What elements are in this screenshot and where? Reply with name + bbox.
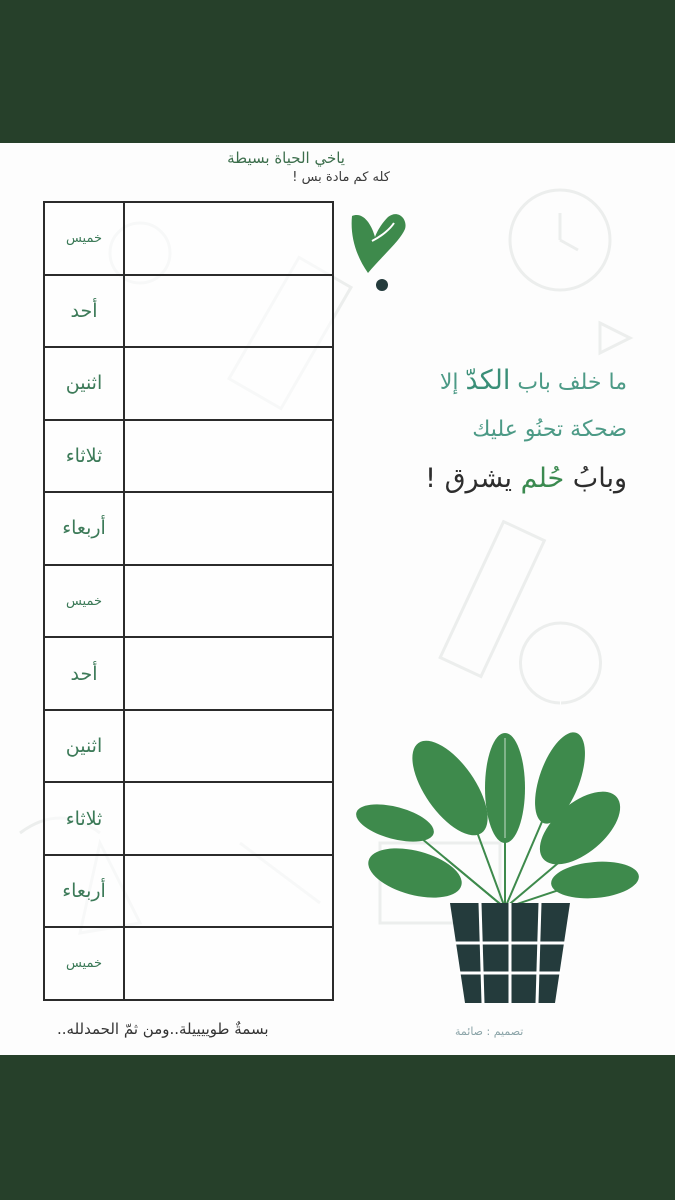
note-cell[interactable] [125, 493, 332, 564]
day-label: ثلاثاء [45, 783, 125, 854]
day-label: اثنين [45, 348, 125, 419]
day-label: أحد [45, 276, 125, 347]
planner-row [45, 421, 332, 494]
quote-line-2: ضحكة تحنُو عليك [472, 417, 627, 442]
day-label: أربعاء [45, 856, 125, 927]
quote-line-1-emphasis: الكدّ [465, 365, 511, 396]
quote-line-1-end: إلا [439, 370, 466, 395]
quote-line-3-end: يشرق ! [425, 463, 521, 494]
note-cell[interactable] [125, 566, 332, 637]
weekly-planner-table [43, 201, 334, 1001]
planner-row [45, 203, 332, 276]
planner-row [45, 348, 332, 421]
planner-row [45, 928, 332, 999]
day-label: أربعاء [45, 493, 125, 564]
day-label: اثنين [45, 711, 125, 782]
day-label: ثلاثاء [45, 421, 125, 492]
quote-line-1 [440, 365, 627, 396]
note-cell[interactable] [125, 856, 332, 927]
planner-row [45, 276, 332, 349]
planner-row [45, 493, 332, 566]
day-label: خميس [45, 566, 125, 637]
note-cell[interactable] [125, 276, 332, 347]
quote-line-3 [425, 463, 627, 494]
quote-line-3-emphasis: حُلم [520, 463, 565, 494]
note-cell[interactable] [125, 711, 332, 782]
note-cell[interactable] [125, 638, 332, 709]
note-cell[interactable] [125, 421, 332, 492]
quote-line-1-start: ما خلف باب [510, 370, 627, 395]
planner-row [45, 783, 332, 856]
planner-row [45, 711, 332, 784]
header-line-2: كله كم مادة بس ! [292, 170, 390, 185]
note-cell[interactable] [125, 928, 332, 999]
design-credit: تصميم : صائمة [455, 1025, 524, 1038]
note-cell[interactable] [125, 203, 332, 274]
note-cell[interactable] [125, 348, 332, 419]
quote-line-3-start: وبابُ [564, 463, 627, 494]
footer-text: بسمةٌ طوييييلة..ومن ثمّ الحمدلله.. [57, 1020, 269, 1038]
green-heart-icon [342, 201, 412, 297]
planner-sheet [0, 143, 675, 1055]
potted-plant-illustration [355, 708, 645, 1008]
day-label: خميس [45, 203, 125, 274]
note-cell[interactable] [125, 783, 332, 854]
day-label: خميس [45, 928, 125, 999]
day-label: أحد [45, 638, 125, 709]
planner-row [45, 566, 332, 639]
header-line-1: ياخي الحياة بسيطة [227, 149, 345, 167]
planner-row [45, 638, 332, 711]
planner-row [45, 856, 332, 929]
